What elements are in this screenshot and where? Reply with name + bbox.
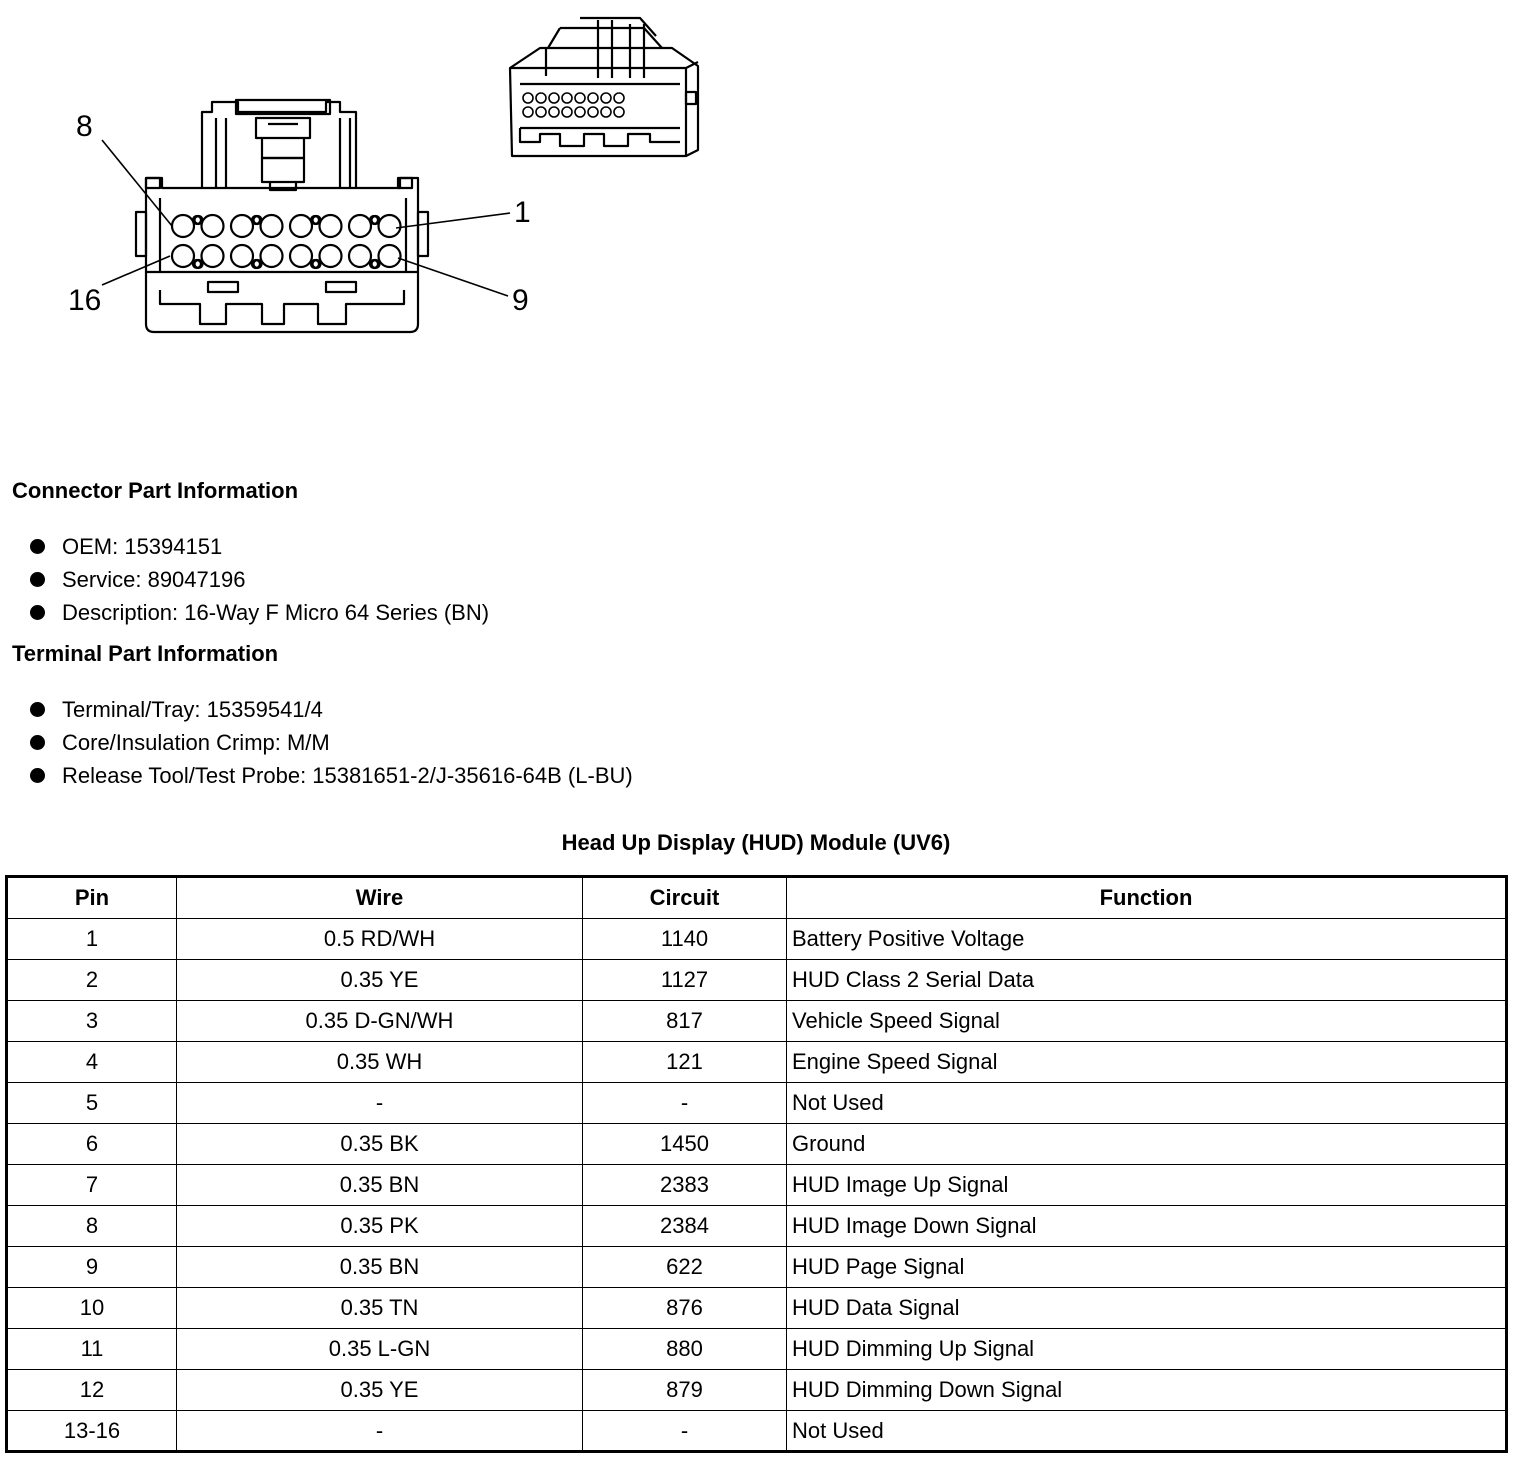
cavity [523,107,533,117]
bullet-icon [30,735,45,750]
table-header-row [7,877,1507,919]
cavity [202,245,224,267]
cell-circuit: - [583,1411,787,1452]
cavity [562,93,572,103]
connector-part-info-heading: Connector Part Information [12,478,299,503]
header-wire: Wire [177,877,583,919]
cavity [601,107,611,117]
info-text: Core/Insulation Crimp: M/M [62,730,330,755]
cell-function: Ground [787,1124,1507,1165]
list-item [30,530,489,563]
header-pin: Pin [7,877,177,919]
cell-pin: 13-16 [7,1411,177,1452]
cell-circuit: 622 [583,1247,787,1288]
list-item [30,726,633,759]
cell-pin: 7 [7,1165,177,1206]
cavity [261,245,283,267]
pin-label-16: 16 [68,284,102,317]
connector-isometric-view [510,18,698,156]
table-row [7,919,1507,960]
cavity [231,215,253,237]
cell-function: Not Used [787,1083,1507,1124]
connector-diagram [0,0,760,360]
pin-label-1: 1 [514,196,531,229]
cavity [536,107,546,117]
bullet-icon [30,605,45,620]
terminal-cavities [172,215,401,268]
info-text: Release Tool/Test Probe: 15381651-2/J-35616-64B (L-BU) [62,763,633,788]
table-row [7,1083,1507,1124]
cell-function: HUD Image Up Signal [787,1165,1507,1206]
cell-pin: 6 [7,1124,177,1165]
info-text: OEM: 15394151 [62,534,223,559]
table-row [7,1042,1507,1083]
cavity [379,215,401,237]
cavity [562,107,572,117]
cavity [172,245,194,267]
cell-wire: 0.35 D-GN/WH [177,1001,583,1042]
cell-wire: 0.35 TN [177,1288,583,1329]
cell-wire: 0.35 YE [177,1370,583,1411]
cell-wire: 0.35 BN [177,1165,583,1206]
pinout-table [5,875,1508,1453]
terminal-part-info-list [30,693,633,792]
cavity [549,93,559,103]
cavity [202,215,224,237]
terminal-part-info-heading: Terminal Part Information [12,641,279,666]
cell-function: Vehicle Speed Signal [787,1001,1507,1042]
bullet-icon [30,539,45,554]
cell-function: HUD Dimming Down Signal [787,1370,1507,1411]
cavity [614,107,624,117]
table-row [7,1206,1507,1247]
cell-function: HUD Dimming Up Signal [787,1329,1507,1370]
table-row [7,1124,1507,1165]
cell-pin: 4 [7,1042,177,1083]
cell-circuit: 1140 [583,919,787,960]
cavity [349,245,371,267]
cavity [320,215,342,237]
pin-label-9: 9 [512,284,529,317]
cell-pin: 12 [7,1370,177,1411]
cell-function: Not Used [787,1411,1507,1452]
cavity [601,93,611,103]
cavity [575,107,585,117]
table-row [7,1329,1507,1370]
cavity [349,215,371,237]
table-row [7,1165,1507,1206]
info-text: Description: 16-Way F Micro 64 Series (BN) [62,600,490,625]
cell-wire: - [177,1411,583,1452]
table-row [7,1288,1507,1329]
cavity [549,107,559,117]
cavity [588,93,598,103]
cell-pin: 2 [7,960,177,1001]
list-item [30,759,633,792]
pin-label-8: 8 [76,110,93,143]
cell-function: HUD Class 2 Serial Data [787,960,1507,1001]
table-body [7,919,1507,1452]
cell-function: HUD Image Down Signal [787,1206,1507,1247]
cell-wire: 0.35 PK [177,1206,583,1247]
cavity [172,215,194,237]
cell-wire: 0.5 RD/WH [177,919,583,960]
info-text: Service: 89047196 [62,567,246,592]
cell-circuit: 880 [583,1329,787,1370]
cavity [320,245,342,267]
bullet-icon [30,572,45,587]
isometric-cavities [523,93,624,117]
bullet-icon [30,768,45,783]
cell-wire: 0.35 BN [177,1247,583,1288]
table-title: Head Up Display (HUD) Module (UV6) [561,830,951,855]
cavity [523,93,533,103]
cell-pin: 11 [7,1329,177,1370]
cell-wire: - [177,1083,583,1124]
cell-wire: 0.35 BK [177,1124,583,1165]
table-row [7,1247,1507,1288]
cavity [261,215,283,237]
cell-wire: 0.35 L-GN [177,1329,583,1370]
list-item [30,596,489,629]
cell-function: HUD Data Signal [787,1288,1507,1329]
cell-circuit: 876 [583,1288,787,1329]
cell-wire: 0.35 WH [177,1042,583,1083]
connector-part-info-list [30,530,489,629]
cell-circuit: - [583,1083,787,1124]
cell-pin: 5 [7,1083,177,1124]
cavity [536,93,546,103]
cell-pin: 3 [7,1001,177,1042]
header-function: Function [787,877,1507,919]
cell-pin: 8 [7,1206,177,1247]
cavity [588,107,598,117]
header-circuit: Circuit [583,877,787,919]
cell-pin: 1 [7,919,177,960]
cell-function: Engine Speed Signal [787,1042,1507,1083]
cell-circuit: 121 [583,1042,787,1083]
cavity [575,93,585,103]
table-row [7,1001,1507,1042]
cell-pin: 10 [7,1288,177,1329]
table-row [7,1411,1507,1452]
cell-function: HUD Page Signal [787,1247,1507,1288]
cell-circuit: 2383 [583,1165,787,1206]
table-row [7,1370,1507,1411]
cavity [290,245,312,267]
cell-circuit: 1450 [583,1124,787,1165]
cell-circuit: 2384 [583,1206,787,1247]
bullet-icon [30,702,45,717]
cell-function: Battery Positive Voltage [787,919,1507,960]
cavity [379,245,401,267]
cell-pin: 9 [7,1247,177,1288]
table-row [7,960,1507,1001]
info-text: Terminal/Tray: 15359541/4 [62,697,323,722]
cavity [614,93,624,103]
cell-wire: 0.35 YE [177,960,583,1001]
cavity [231,245,253,267]
list-item [30,693,633,726]
cavity [290,215,312,237]
list-item [30,563,489,596]
cell-circuit: 1127 [583,960,787,1001]
cell-circuit: 817 [583,1001,787,1042]
cell-circuit: 879 [583,1370,787,1411]
